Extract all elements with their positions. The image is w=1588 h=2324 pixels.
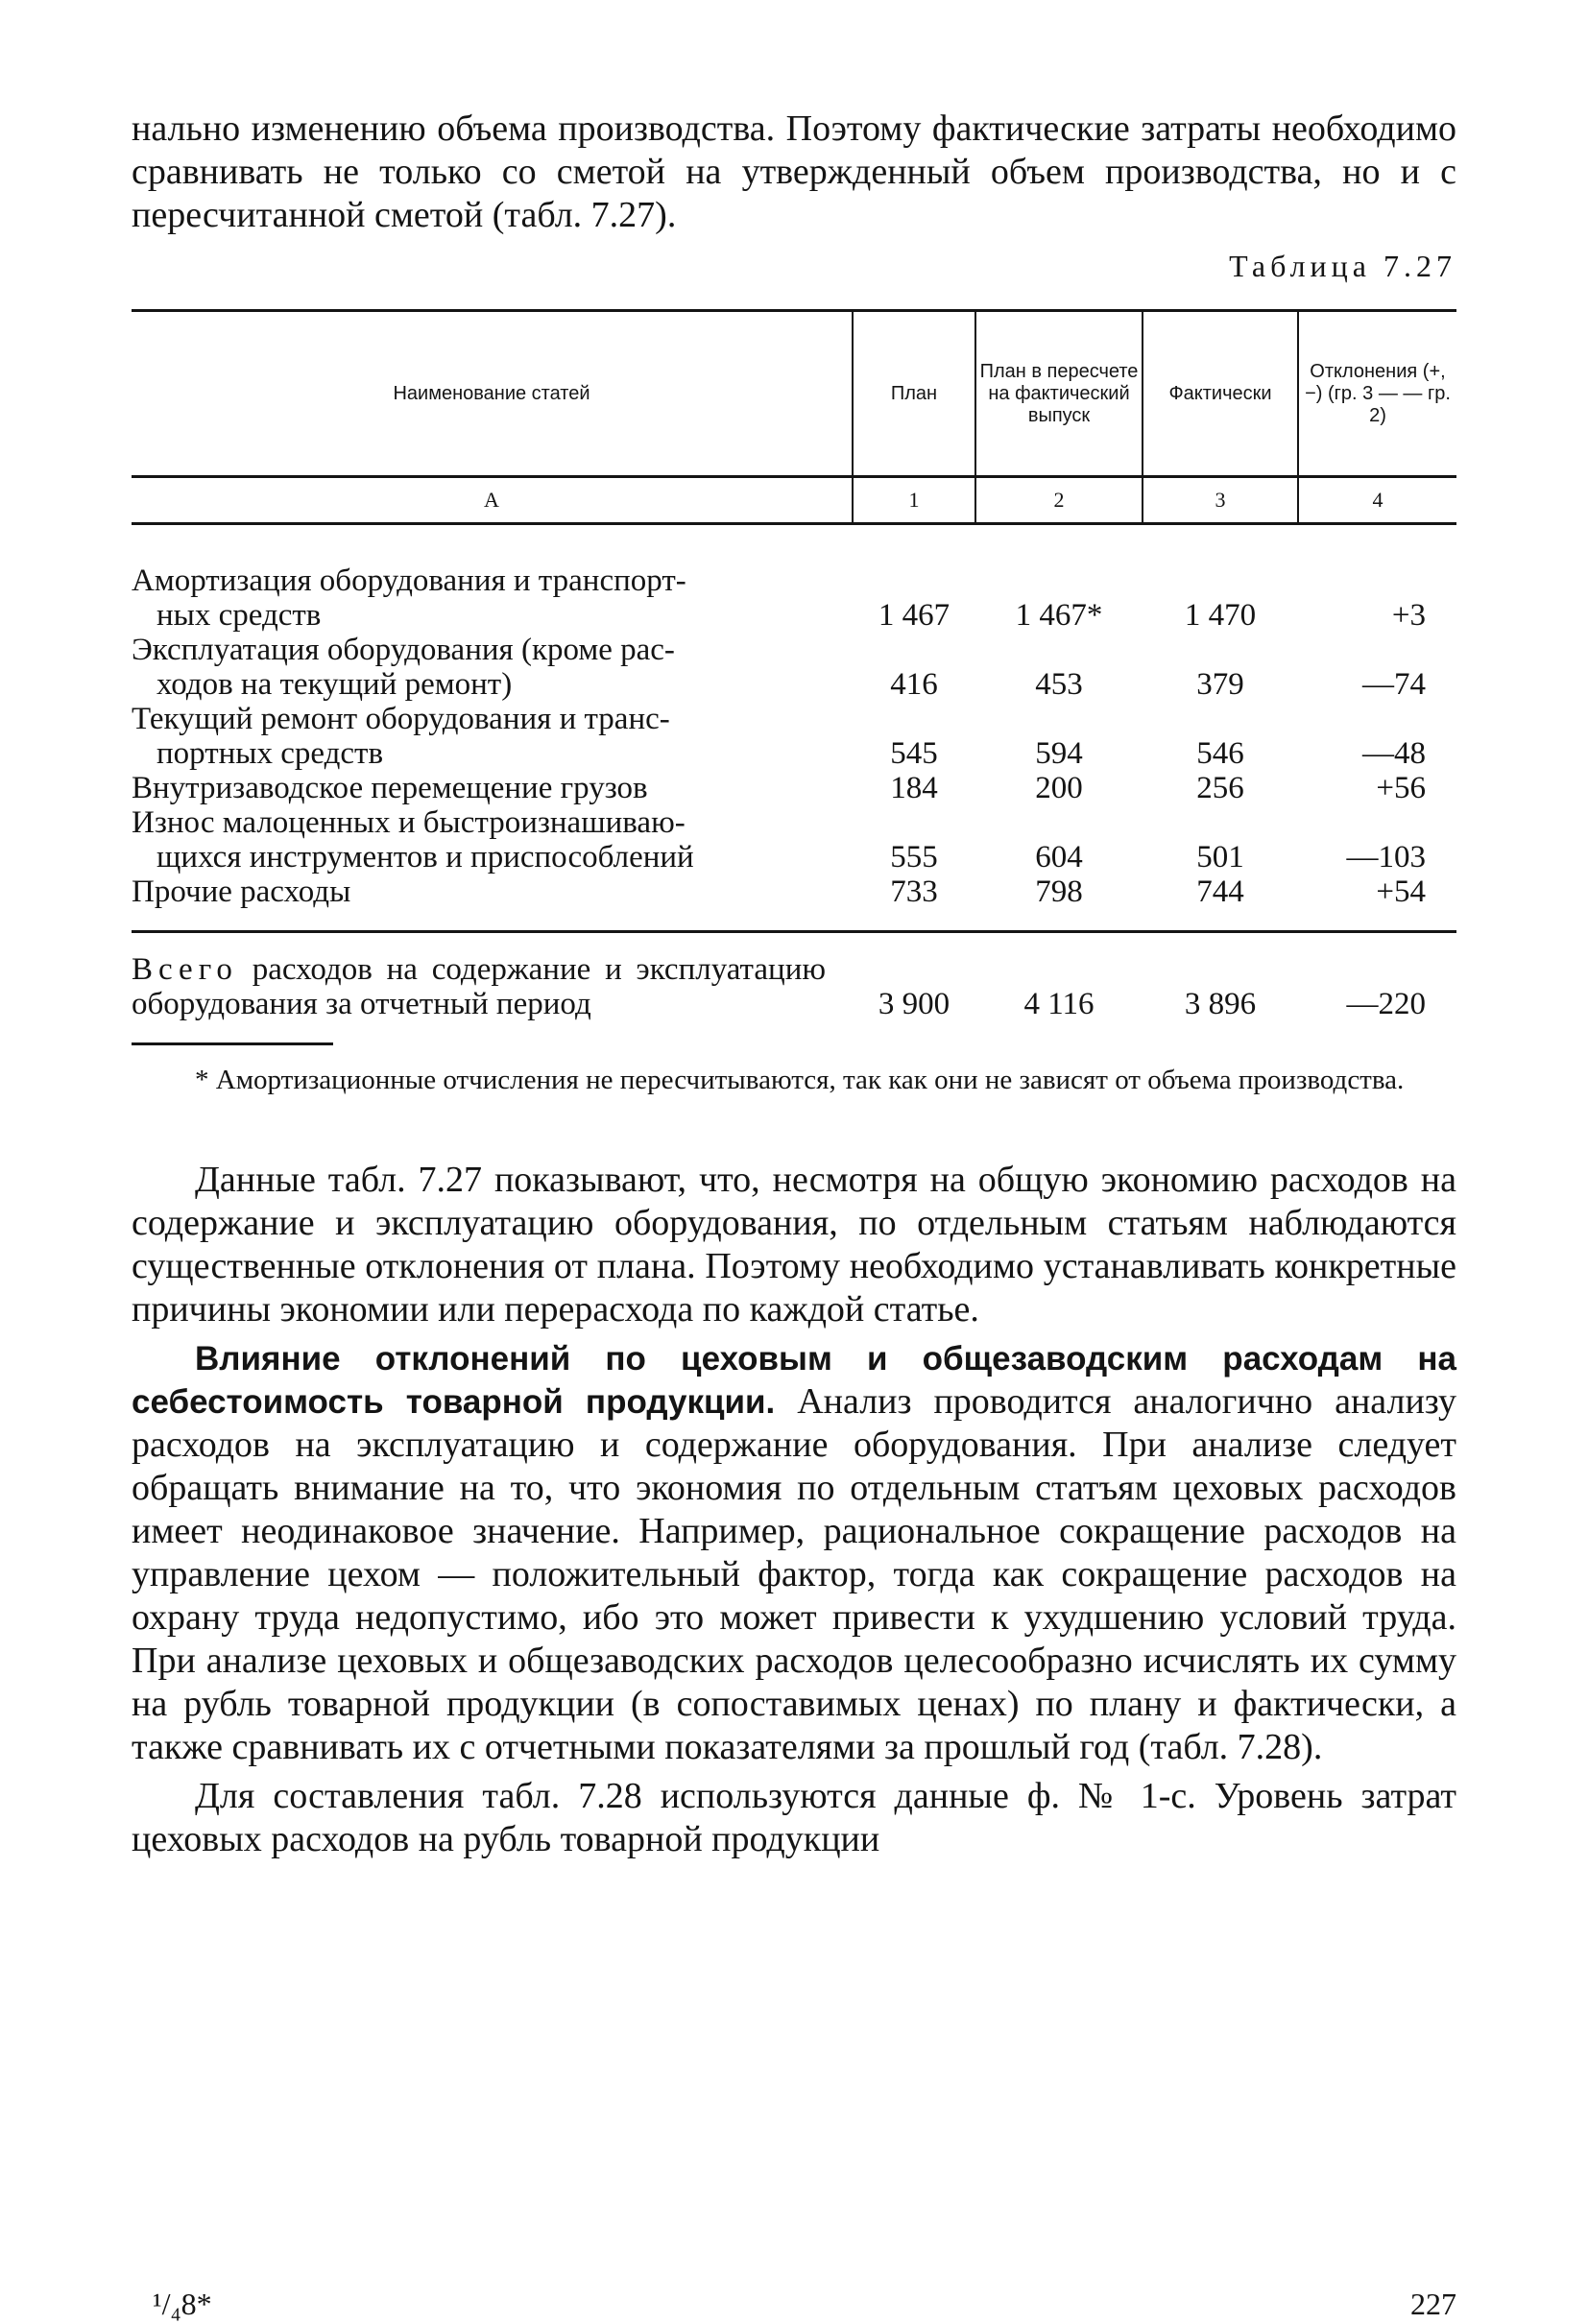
row-name (132, 524, 853, 634)
total-row (132, 932, 1456, 1040)
cell-fact: 546 (1196, 736, 1244, 771)
cell-plan: 1 467 (878, 598, 950, 633)
cell-fact: 744 (1196, 874, 1244, 909)
table-row (132, 524, 1456, 634)
table-row (132, 702, 1456, 771)
intro-paragraph: нально изменению объема производства. Поэтому фактические затраты необходимо сравнивать не только со сметой на утвержденный объем производства, но и с пересчитанной сметой (табл. 7.27). (132, 108, 1456, 235)
cell-plan: 416 (890, 667, 938, 702)
header-recalc: План в пересчете на фактический выпуск (975, 311, 1143, 477)
row-name-line2: щихся инструментов и приспособлений (156, 840, 694, 874)
signature-mark: ¹/₄8* (153, 2287, 212, 2321)
paragraph-3: Для составления табл. 7.28 используются данные ф. № 1-с. Уровень затрат цеховых расходов на рубль товарной продукции (132, 1776, 1456, 1859)
row-name-line2: ных средств (156, 598, 322, 633)
col-number: А (132, 477, 853, 524)
header-plan: План (853, 311, 975, 477)
row-name (132, 633, 853, 702)
cell-plan: 555 (890, 840, 938, 874)
cell-deviation: +3 (1391, 598, 1426, 633)
page (132, 108, 1456, 2321)
paragraph-2-text: Анализ проводится аналогично анализу расходов на эксплуатацию и содержание оборудования. При анализе следует обращать внимание на то, что экономия по отдельным статъям цеховых расходов имеет неодинаковое значение. Например, рациональное сокращение расходов на управление цехом — положительный фактор, тогда как сокращение расходов на охрану труда недопустимо, ибо это может привести к ухудшению условий труда. При анализе цеховых и общезаводских расходов целесообразно исчислять их сумму на рубль товарной продукции (в сопоставимых ценах) по плану и фактически, а также сравнивать их с отчетными показателями за прошлый год (табл. 7.28). (132, 1381, 1456, 1767)
cell-plan: 733 (890, 874, 938, 909)
row-name-line2: портных средств (156, 736, 384, 771)
cell-deviation: —103 (1346, 840, 1426, 874)
table-footnote: * Амортизационные отчисления не пересчитываются, так как они не зависят от объема производства. (195, 1065, 1405, 1095)
cell-fact: 501 (1196, 840, 1244, 874)
col-number: 1 (853, 477, 975, 524)
total-recalc: 4 116 (975, 932, 1143, 1040)
cell-deviation: +54 (1376, 874, 1426, 909)
expense-table (132, 309, 1456, 1039)
cell-recalc: 1 467* (1015, 598, 1103, 633)
table-caption: Таблица 7.27 (1229, 249, 1456, 283)
cell-deviation: —48 (1362, 736, 1426, 771)
page-number: 227 (1410, 2287, 1456, 2321)
header-deviation: Отклонения (+, −) (гр. 3 — — гр. 2) (1298, 311, 1456, 477)
cell-recalc: 200 (1035, 771, 1083, 805)
header-fact: Фактически (1143, 311, 1298, 477)
cell-recalc: 594 (1035, 736, 1083, 771)
row-name-line2: ходов на текущий ремонт) (156, 667, 513, 702)
col-number: 2 (975, 477, 1143, 524)
total-name (132, 932, 853, 1040)
row-name (132, 874, 853, 932)
cell-fact: 379 (1196, 667, 1244, 702)
table-row (132, 874, 1456, 932)
cell-plan: 184 (890, 771, 938, 805)
total-deviation: —220 (1298, 932, 1456, 1040)
total-fact: 3 896 (1143, 932, 1298, 1040)
cell-plan: 545 (890, 736, 938, 771)
row-name (132, 805, 853, 874)
row-name-line1: Амортизация оборудования и транспорт- (132, 563, 686, 598)
row-name (132, 702, 853, 771)
cell-recalc: 453 (1035, 667, 1083, 702)
total-word: Всего (132, 952, 238, 987)
cell-deviation: +56 (1376, 771, 1426, 805)
row-name-line1: Внутризаводское перемещение грузов (132, 771, 648, 805)
cell-deviation: —74 (1362, 667, 1426, 702)
row-name-line1: Текущий ремонт оборудования и транс- (132, 702, 670, 736)
row-name (132, 771, 853, 805)
row-name-line1: Эксплуатация оборудования (кроме рас- (132, 633, 675, 667)
cell-recalc: 604 (1035, 840, 1083, 874)
col-number: 4 (1298, 477, 1456, 524)
paragraph-1: Данные табл. 7.27 показывают, что, несмотря на общую экономию расходов на содержание и эксплуатацию оборудования, по отдельным статьям наблюдаются существенные отклонения от плана. Поэтому необходимо устанавливать конкретные причины экономии или перерасхода по каждой статье. (132, 1160, 1456, 1330)
table-row (132, 771, 1456, 805)
row-name-line1: Износ малоценных и быстроизнашиваю- (132, 805, 686, 840)
table-row (132, 633, 1456, 702)
cell-fact: 256 (1196, 771, 1244, 805)
paragraph-2 (132, 1337, 1456, 1769)
col-number: 3 (1143, 477, 1298, 524)
row-name-line1: Прочие расходы (132, 874, 351, 909)
paragraph-2-heading: Влияние отклонений по цеховым и общезаводским расходам на себестоимость товарной продукции. (132, 1340, 1456, 1421)
header-name: Наименование статей (393, 382, 590, 404)
footnote-rule (132, 1042, 333, 1045)
cell-fact: 1 470 (1184, 598, 1257, 633)
total-plan: 3 900 (853, 932, 975, 1040)
total-rest: расходов на содержание и эксплуатацию оборудования за отчетный период (132, 952, 827, 1021)
cell-recalc: 798 (1035, 874, 1083, 909)
table-row (132, 805, 1456, 874)
